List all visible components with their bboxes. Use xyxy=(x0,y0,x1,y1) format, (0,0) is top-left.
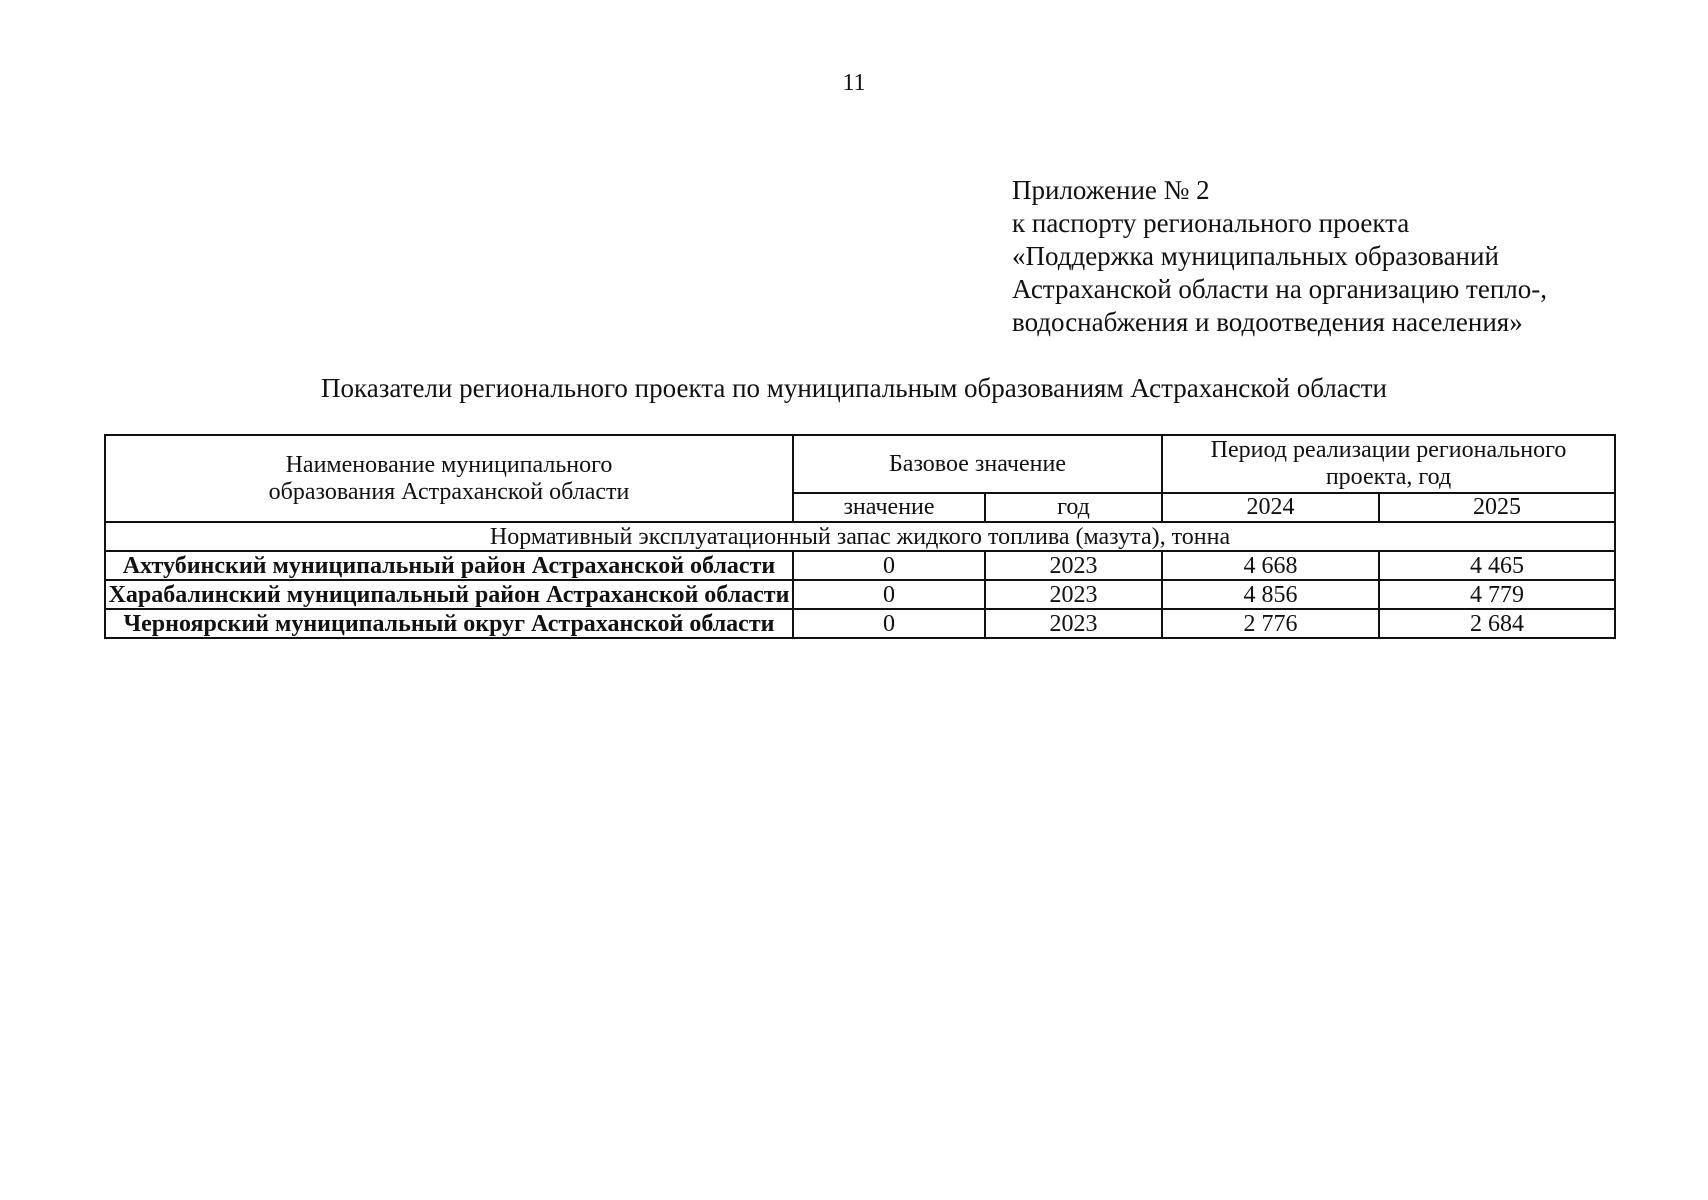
value-2024-cell: 4 668 xyxy=(1162,551,1379,580)
header-municipality: Наименование муниципального образования Астраханской области xyxy=(105,435,793,522)
value-2024-cell: 2 776 xyxy=(1162,609,1379,638)
page-number: 11 xyxy=(842,70,866,96)
appendix-block xyxy=(1012,174,1672,339)
value-2025-cell: 4 465 xyxy=(1379,551,1615,580)
appendix-line: к паспорту регионального проекта xyxy=(1012,208,1410,238)
header-period: Период реализации регионального проекта, год xyxy=(1162,435,1615,493)
base-year-cell: 2023 xyxy=(985,551,1162,580)
base-value-cell: 0 xyxy=(793,580,985,609)
appendix-line: Астраханской области на организацию тепло-, xyxy=(1012,274,1547,304)
municipality-name: Черноярский муниципальный округ Астраханской области xyxy=(105,609,793,638)
base-year-cell: 2023 xyxy=(985,609,1162,638)
table-header-row xyxy=(105,435,1615,493)
table-row xyxy=(105,609,1615,638)
header-2025: 2025 xyxy=(1379,493,1615,522)
municipality-name: Ахтубинский муниципальный район Астраханской области xyxy=(105,551,793,580)
header-base-value: Базовое значение xyxy=(793,435,1162,493)
section-title: Нормативный эксплуатационный запас жидкого топлива (мазута), тонна xyxy=(105,522,1615,551)
document-title: Показатели регионального проекта по муниципальным образованиям Астраханской области xyxy=(321,373,1387,403)
indicators-table xyxy=(104,434,1616,639)
header-year: год xyxy=(985,493,1162,522)
value-2025-cell: 4 779 xyxy=(1379,580,1615,609)
value-2024-cell: 4 856 xyxy=(1162,580,1379,609)
header-value: значение xyxy=(793,493,985,522)
section-row xyxy=(105,522,1615,551)
appendix-line: Приложение № 2 xyxy=(1012,175,1210,205)
municipality-name: Харабалинский муниципальный район Астраханской области xyxy=(105,580,793,609)
appendix-line: «Поддержка муниципальных образований xyxy=(1012,241,1499,271)
appendix-line: водоснабжения и водоотведения населения» xyxy=(1012,307,1523,337)
base-year-cell: 2023 xyxy=(985,580,1162,609)
table-row xyxy=(105,551,1615,580)
header-2024: 2024 xyxy=(1162,493,1379,522)
base-value-cell: 0 xyxy=(793,609,985,638)
base-value-cell: 0 xyxy=(793,551,985,580)
table-row xyxy=(105,580,1615,609)
value-2025-cell: 2 684 xyxy=(1379,609,1615,638)
